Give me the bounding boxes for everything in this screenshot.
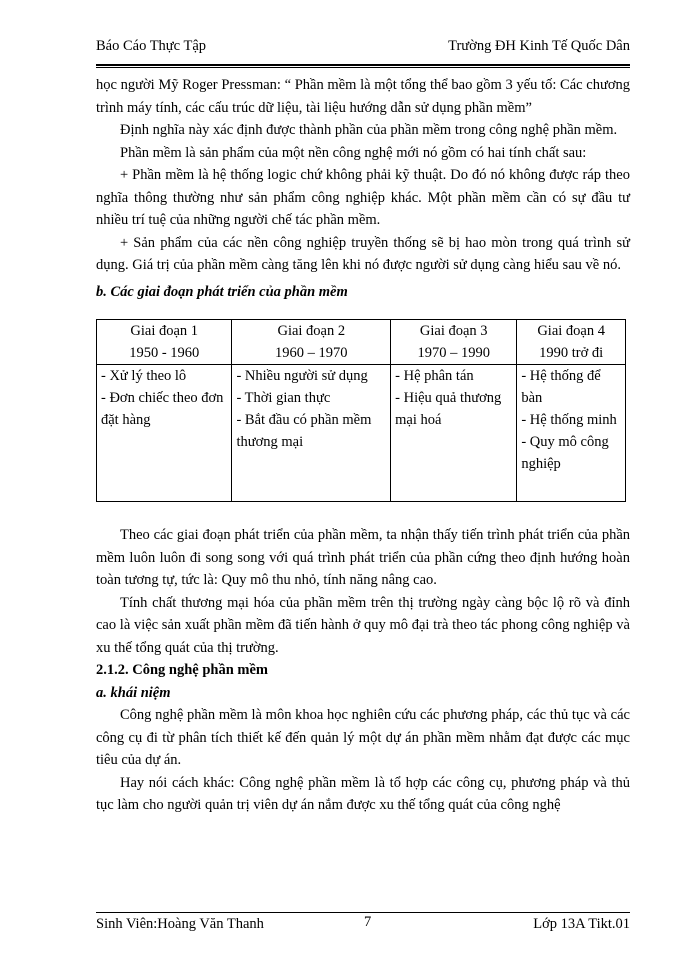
header-rule-thin — [96, 67, 630, 68]
paragraph: Hay nói cách khác: Công nghệ phần mềm là tổ hợp các công cụ, phương pháp và thủ tục làm cho người quản trị viên dự án nắm được xu thế tổng quát của công nghệ — [96, 774, 630, 813]
cell-line: - Thời gian thực — [236, 390, 331, 406]
table-row — [97, 365, 626, 502]
footer-student: Sinh Viên:Hoàng Văn Thanh — [96, 916, 264, 932]
header-left: Báo Cáo Thực Tập — [96, 38, 207, 54]
stages-table — [96, 319, 626, 502]
paragraph: Theo các giai đoạn phát triển của phần mềm, ta nhận thấy tiến trình phát triển của phần mềm luôn luôn đi song song với quá trình phát triển của phần cứng theo định hướng hoàn toàn tương tự, tức là: Quy mô thu nhỏ, tính năng nâng cao. — [96, 527, 630, 588]
cell-line: - Hệ thống để bàn — [521, 368, 601, 406]
stage-period: 1960 – 1970 — [275, 345, 348, 361]
paragraph: Định nghĩa này xác định được thành phần của phần mềm trong công nghệ phần mềm. — [120, 122, 618, 138]
section-b-heading: b. Các giai đoạn phát triển của phần mềm — [96, 283, 348, 300]
table-header-cell — [517, 320, 626, 365]
cell-line: - Nhiều người sử dụng — [236, 368, 368, 384]
paragraph: Công nghệ phần mềm là môn khoa học nghiên cứu các phương pháp, các thủ tục và các công cụ đi từ phân tích thiết kế đến quản lý một dự án phần mềm nhằm đạt được các mục tiêu của dự án. — [96, 707, 630, 768]
paragraph: Phần mềm là sản phẩm của một nền công nghệ mới nó gồm có hai tính chất sau: — [120, 144, 587, 161]
section-a-heading: a. khái niệm — [96, 684, 171, 701]
cell-line: - Quy mô công nghiệp — [521, 434, 609, 472]
paragraph: + Phần mềm là hệ thống logic chứ không phải kỹ thuật. Do đó nó không được ráp theo nghĩa thông thường như sản phẩm công nghiệp khác. Một phần mềm cần có sự đầu tư nhiều trí tuệ của những người chế tác phần mềm. — [96, 167, 630, 228]
paragraph: Tính chất thương mại hóa của phần mềm trên thị trường ngày càng bộc lộ rõ và đỉnh cao là việc sản xuất phần mềm đã tiến hành ở quy mô đại trà theo tác phong công nghiệp và xu thế tổng quát của thị trường. — [96, 594, 630, 656]
page-content — [96, 74, 630, 817]
cell-line: - Hệ thống minh — [521, 412, 617, 428]
table-header-row — [97, 320, 626, 365]
table-cell — [391, 365, 517, 502]
page-number: 7 — [364, 914, 372, 930]
table-cell — [97, 365, 232, 502]
footer-class: Lớp 13A Tikt.01 — [533, 916, 630, 932]
header-right: Trường ĐH Kinh Tế Quốc Dân — [448, 38, 630, 54]
cell-line: - Xử lý theo lô — [101, 368, 187, 384]
stage-period: 1950 - 1960 — [129, 345, 200, 361]
cell-line: - Hiệu quả thương mại hoá — [395, 390, 502, 428]
paragraph: học người Mỹ Roger Pressman: “ Phần mềm là một tổng thể bao gồm 3 yếu tố: Các chương trình máy tính, các cấu trúc dữ liệu, tài liệu hướng dẫn sử dụng phần mềm” — [96, 77, 630, 116]
stage-label: Giai đoạn 2 — [277, 323, 346, 339]
table-cell — [517, 365, 626, 502]
page-header — [96, 38, 630, 59]
page-footer — [96, 916, 630, 933]
table-header-cell — [232, 320, 391, 365]
stage-label: Giai đoạn 3 — [419, 323, 488, 339]
table-header-cell — [391, 320, 517, 365]
stage-period: 1990 trở đi — [539, 345, 604, 361]
stage-period: 1970 – 1990 — [417, 345, 490, 361]
stage-label: Giai đoạn 4 — [537, 323, 605, 339]
table-header-cell — [97, 320, 232, 365]
table-cell — [232, 365, 391, 502]
cell-line: - Hệ phân tán — [395, 368, 474, 384]
stage-label: Giai đoạn 1 — [130, 323, 199, 339]
cell-line: - Bắt đầu có phần mềm thương mại — [236, 412, 372, 450]
cell-line: - Đơn chiếc theo đơn đặt hàng — [101, 390, 224, 428]
section-212-heading: 2.1.2. Công nghệ phần mềm — [96, 662, 269, 678]
header-rule — [96, 64, 630, 66]
paragraph: + Sản phẩm của các nền công nghiệp truyền thống sẽ bị hao mòn trong quá trình sử dụng. Giá trị của phần mềm càng tăng lên khi nó được người sử dụng càng hiểu sau về nó. — [96, 234, 630, 273]
footer-rule — [96, 912, 630, 913]
